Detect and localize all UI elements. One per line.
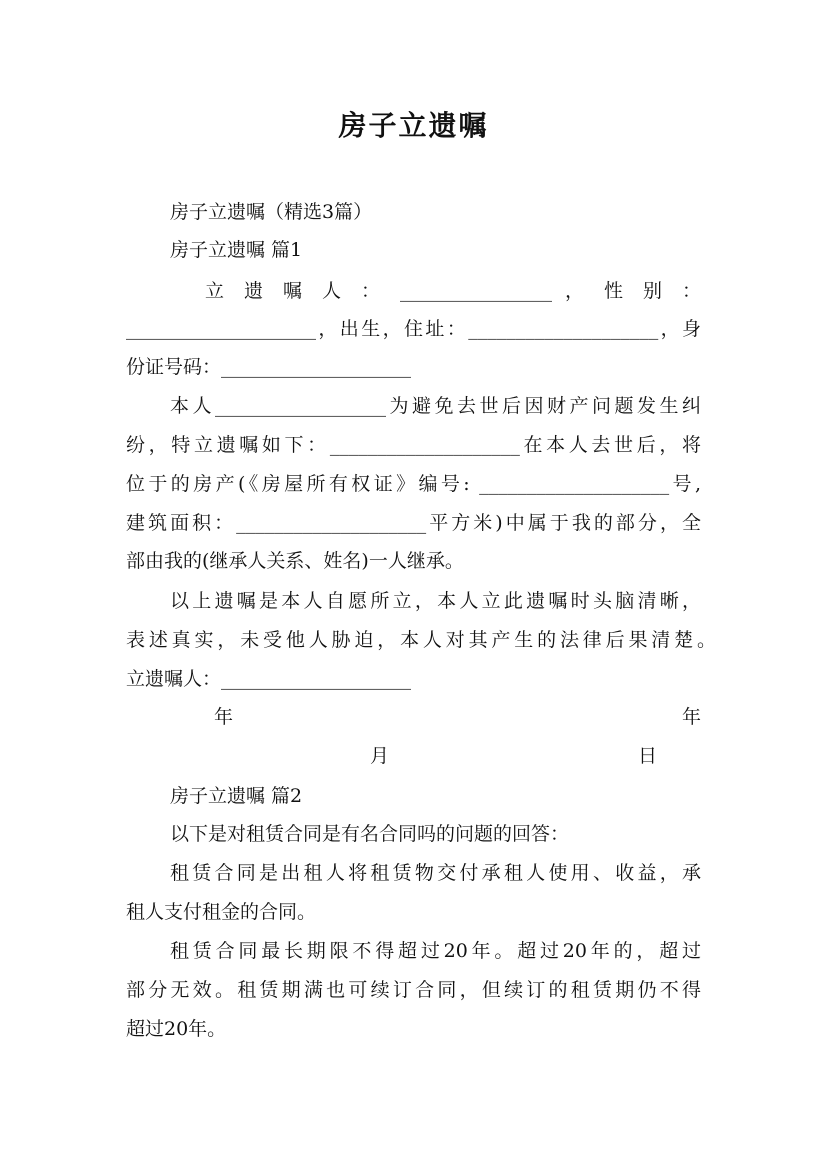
- paragraph-line: 表述真实，未受他人胁迫，本人对其产生的法律后果清楚。: [126, 629, 716, 651]
- paragraph-line: 部由我的(继承人关系、姓名)一人继承。: [126, 550, 464, 572]
- paragraph-line: 租赁合同最长期限不得超过20年。超过20年的，超过: [170, 940, 701, 962]
- section-heading-1: 房子立遗嘱 篇1: [170, 239, 303, 261]
- paragraph-line: 位于的房产(《房屋所有权证》编号: ____________________号,: [126, 473, 701, 495]
- paragraph-line: 租赁合同是出租人将租赁物交付承租人使用、收益，承: [170, 862, 701, 884]
- paragraph-line: 租人支付租金的合同。: [126, 901, 317, 923]
- section-heading-2: 房子立遗嘱 篇2: [170, 785, 303, 807]
- paragraph-line: 建筑面积：____________________平方米)中属于我的部分，全: [126, 512, 701, 534]
- paragraph-line: 以下是对租赁合同是有名合同吗的问题的回答：: [170, 823, 570, 845]
- year-label-right: 年: [682, 706, 702, 728]
- paragraph-line: 份证号码：____________________: [126, 356, 412, 378]
- document-title: 房子立遗嘱: [338, 109, 489, 142]
- paragraph-line: 本人__________________为避免去世后因财产问题发生纠: [170, 395, 701, 417]
- paragraph-line: 立 遗 嘱 人 ： ________________ ， 性 别 ：: [205, 280, 701, 302]
- signature-line: 立遗嘱人：____________________: [126, 668, 412, 690]
- year-label-left: 年: [214, 706, 234, 728]
- subtitle: 房子立遗嘱（精选3篇）: [170, 201, 373, 223]
- paragraph-line: 以上遗嘱是本人自愿所立，本人立此遗嘱时头脑清晰，: [170, 590, 701, 612]
- paragraph-line: 纷，特立遗嘱如下：____________________在本人去世后，将: [126, 434, 701, 456]
- paragraph-line: 部分无效。租赁期满也可续订合同，但续订的租赁期仍不得: [126, 979, 701, 1001]
- day-label: 日: [638, 745, 658, 767]
- month-label: 月: [370, 745, 390, 767]
- paragraph-line: 超过20年。: [126, 1018, 227, 1040]
- paragraph-line: ____________________，出生，住址：____________________，身: [126, 318, 701, 340]
